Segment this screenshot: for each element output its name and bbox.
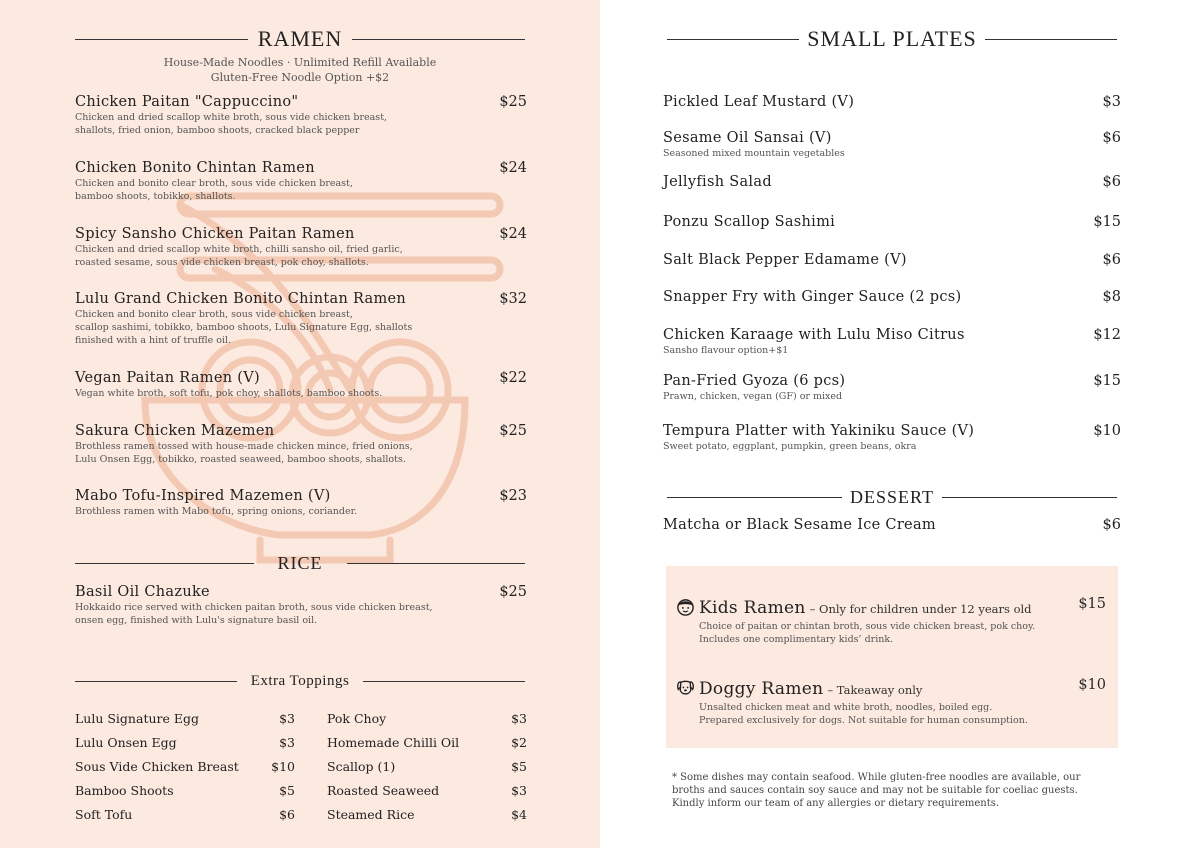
doggy-ramen-price: $10: [1078, 677, 1106, 693]
small-plates-heading-text: SMALL PLATES: [807, 26, 977, 51]
menu-item: [75, 160, 527, 203]
ramen-heading: [75, 26, 525, 52]
item-price: $6: [1102, 174, 1121, 190]
item-name: Pan-Fried Gyoza (6 pcs): [663, 373, 846, 389]
item-price: $10: [1093, 423, 1121, 439]
item-price: $8: [1102, 289, 1121, 305]
item-description: Hokkaido rice served with chicken paitan broth, sous vide chicken breast, onsen egg, finished with Lulu's signature basil oil.: [75, 602, 433, 626]
kids-ramen-title-row: [676, 594, 1106, 618]
topping-row: Pok Choy $3: [327, 711, 527, 726]
kids-ramen-description: Choice of paitan or chintan broth, sous vide chicken breast, pok choy. Includes one complimentary kids’ drink.: [699, 621, 1036, 645]
item-name: Lulu Grand Chicken Bonito Chintan Ramen: [75, 291, 407, 307]
doggy-ramen-item: [676, 675, 1106, 727]
item-price: $25: [499, 423, 527, 439]
topping-row: Sous Vide Chicken Breast $10: [75, 759, 295, 774]
item-name: Chicken Paitan "Cappuccino": [75, 94, 299, 110]
item-name: Salt Black Pepper Edamame (V): [663, 252, 907, 268]
ramen-heading-text: RAMEN: [257, 26, 343, 51]
menu-item: [663, 174, 1121, 190]
heading-rule: [75, 39, 248, 40]
heading-rule: [352, 39, 525, 40]
item-price: $25: [499, 584, 527, 600]
menu-item: [663, 517, 1121, 533]
ramen-notes: [75, 55, 525, 85]
item-name: Ponzu Scallop Sashimi: [663, 214, 836, 230]
menu-item: [75, 94, 527, 137]
topping-row: Roasted Seaweed $3: [327, 783, 527, 798]
item-name: Spicy Sansho Chicken Paitan Ramen: [75, 226, 355, 242]
menu-item: [75, 370, 527, 400]
menu-item: [663, 373, 1121, 403]
menu-item: [663, 289, 1121, 305]
heading-rule: [75, 681, 237, 682]
child-face-icon: [676, 597, 695, 616]
item-price: $15: [1093, 214, 1121, 230]
item-description: Sansho flavour option+$1: [663, 345, 789, 356]
item-price: $22: [499, 370, 527, 386]
menu-item: [75, 488, 527, 518]
doggy-ramen-subtitle: – Takeaway only: [827, 683, 923, 697]
item-name: Chicken Karaage with Lulu Miso Citrus: [663, 327, 965, 343]
doggy-ramen-title-row: [676, 675, 1106, 699]
small-plates-heading: [667, 26, 1117, 52]
item-name: Pickled Leaf Mustard (V): [663, 94, 855, 110]
kids-doggy-box: [666, 566, 1118, 748]
ramen-note-gluten-free: Gluten-Free Noodle Option +$2: [210, 71, 390, 84]
item-price: $24: [499, 160, 527, 176]
item-price: $25: [499, 94, 527, 110]
item-name: Basil Oil Chazuke: [75, 584, 210, 600]
topping-row: Lulu Signature Egg $3: [75, 711, 295, 726]
item-price: $15: [1093, 373, 1121, 389]
doggy-ramen-title: Doggy Ramen: [699, 679, 824, 699]
topping-row: Scallop (1) $5: [327, 759, 527, 774]
item-description: Brothless ramen with Mabo tofu, spring onions, coriander.: [75, 506, 358, 517]
item-description: Sweet potato, eggplant, pumpkin, green beans, okra: [663, 441, 917, 452]
item-price: $3: [1102, 94, 1121, 110]
heading-rule: [985, 39, 1117, 40]
heading-rule: [667, 39, 799, 40]
item-name: Chicken Bonito Chintan Ramen: [75, 160, 315, 176]
menu-item: [75, 226, 527, 269]
ramen-note-noodles: House-Made Noodles · Unlimited Refill Available: [163, 56, 437, 69]
kids-ramen-subtitle: – Only for children under 12 years old: [809, 602, 1032, 616]
item-description: Chicken and bonito clear broth, sous vide chicken breast, bamboo shoots, tobikko, shallots.: [75, 178, 353, 202]
dog-face-icon: [676, 678, 695, 697]
item-description: Vegan white broth, soft tofu, pok choy, shallots, bamboo shoots.: [75, 388, 383, 399]
menu-item: [75, 423, 527, 466]
item-name: Vegan Paitan Ramen (V): [75, 370, 260, 386]
topping-row: Bamboo Shoots $5: [75, 783, 295, 798]
menu-item: [663, 94, 1121, 110]
dessert-heading-text: DESSERT: [850, 487, 934, 507]
kids-ramen-item: [676, 594, 1106, 646]
topping-row: Soft Tofu $6: [75, 807, 295, 822]
menu-item: [663, 423, 1121, 453]
allergy-footnote: * Some dishes may contain seafood. While gluten-free noodles are available, our broths and sauces contain soy sauce and may not be suitable for coeliac guests. Kindly inform our team of any allergies or dietary requirements.: [672, 772, 1081, 809]
item-description: Prawn, chicken, vegan (GF) or mixed: [663, 391, 843, 402]
item-price: $6: [1102, 252, 1121, 268]
item-price: $6: [1102, 130, 1121, 146]
item-price: $32: [499, 291, 527, 307]
heading-rule: [347, 563, 526, 564]
item-description: Chicken and bonito clear broth, sous vide chicken breast, scallop sashimi, tobikko, bamboo shoots, Lulu Signature Egg, shallots finished with a hint of truffle oil.: [75, 309, 413, 346]
item-name: Mabo Tofu-Inspired Mazemen (V): [75, 488, 331, 504]
heading-rule: [942, 497, 1117, 498]
heading-rule: [75, 563, 254, 564]
toppings-heading: [75, 673, 525, 690]
heading-rule: [667, 497, 842, 498]
item-name: Sesame Oil Sansai (V): [663, 130, 832, 146]
item-name: Sakura Chicken Mazemen: [75, 423, 275, 439]
heading-rule: [363, 681, 525, 682]
item-price: $23: [499, 488, 527, 504]
menu-item: [663, 252, 1121, 268]
item-name: Matcha or Black Sesame Ice Cream: [663, 517, 936, 533]
item-name: Jellyfish Salad: [663, 174, 772, 190]
item-name: Tempura Platter with Yakiniku Sauce (V): [663, 423, 975, 439]
menu-item: [663, 327, 1121, 357]
topping-row: Lulu Onsen Egg $3: [75, 735, 295, 750]
topping-row: Steamed Rice $4: [327, 807, 527, 822]
item-price: $24: [499, 226, 527, 242]
kids-ramen-title: Kids Ramen: [699, 598, 806, 618]
menu-item: [75, 291, 527, 347]
item-price: $12: [1093, 327, 1121, 343]
item-name: Snapper Fry with Ginger Sauce (2 pcs): [663, 289, 962, 305]
item-description: Chicken and dried scallop white broth, sous vide chicken breast, shallots, fried onion, bamboo shoots, cracked black pepper: [75, 112, 388, 136]
item-description: Brothless ramen tossed with house-made chicken mince, fried onions, Lulu Onsen Egg, tobikko, roasted seaweed, bamboo shoots, shallots.: [75, 441, 413, 465]
item-price: $6: [1102, 517, 1121, 533]
rice-heading-text: RICE: [277, 553, 323, 573]
item-description: Seasoned mixed mountain vegetables: [663, 148, 845, 159]
kids-ramen-price: $15: [1078, 596, 1106, 612]
menu-item: [663, 130, 1121, 160]
item-description: Chicken and dried scallop white broth, chilli sansho oil, fried garlic, roasted sesame, sous vide chicken breast, pok choy, shallots.: [75, 244, 403, 268]
doggy-ramen-description: Unsalted chicken meat and white broth, noodles, boiled egg. Prepared exclusively for dogs. Not suitable for human consumption.: [699, 702, 1028, 726]
rice-heading: [75, 553, 525, 574]
topping-row: Homemade Chilli Oil $2: [327, 735, 527, 750]
dessert-heading: [667, 487, 1117, 508]
toppings-heading-text: Extra Toppings: [250, 673, 350, 689]
menu-item: [75, 584, 527, 627]
menu-item: [663, 214, 1121, 230]
